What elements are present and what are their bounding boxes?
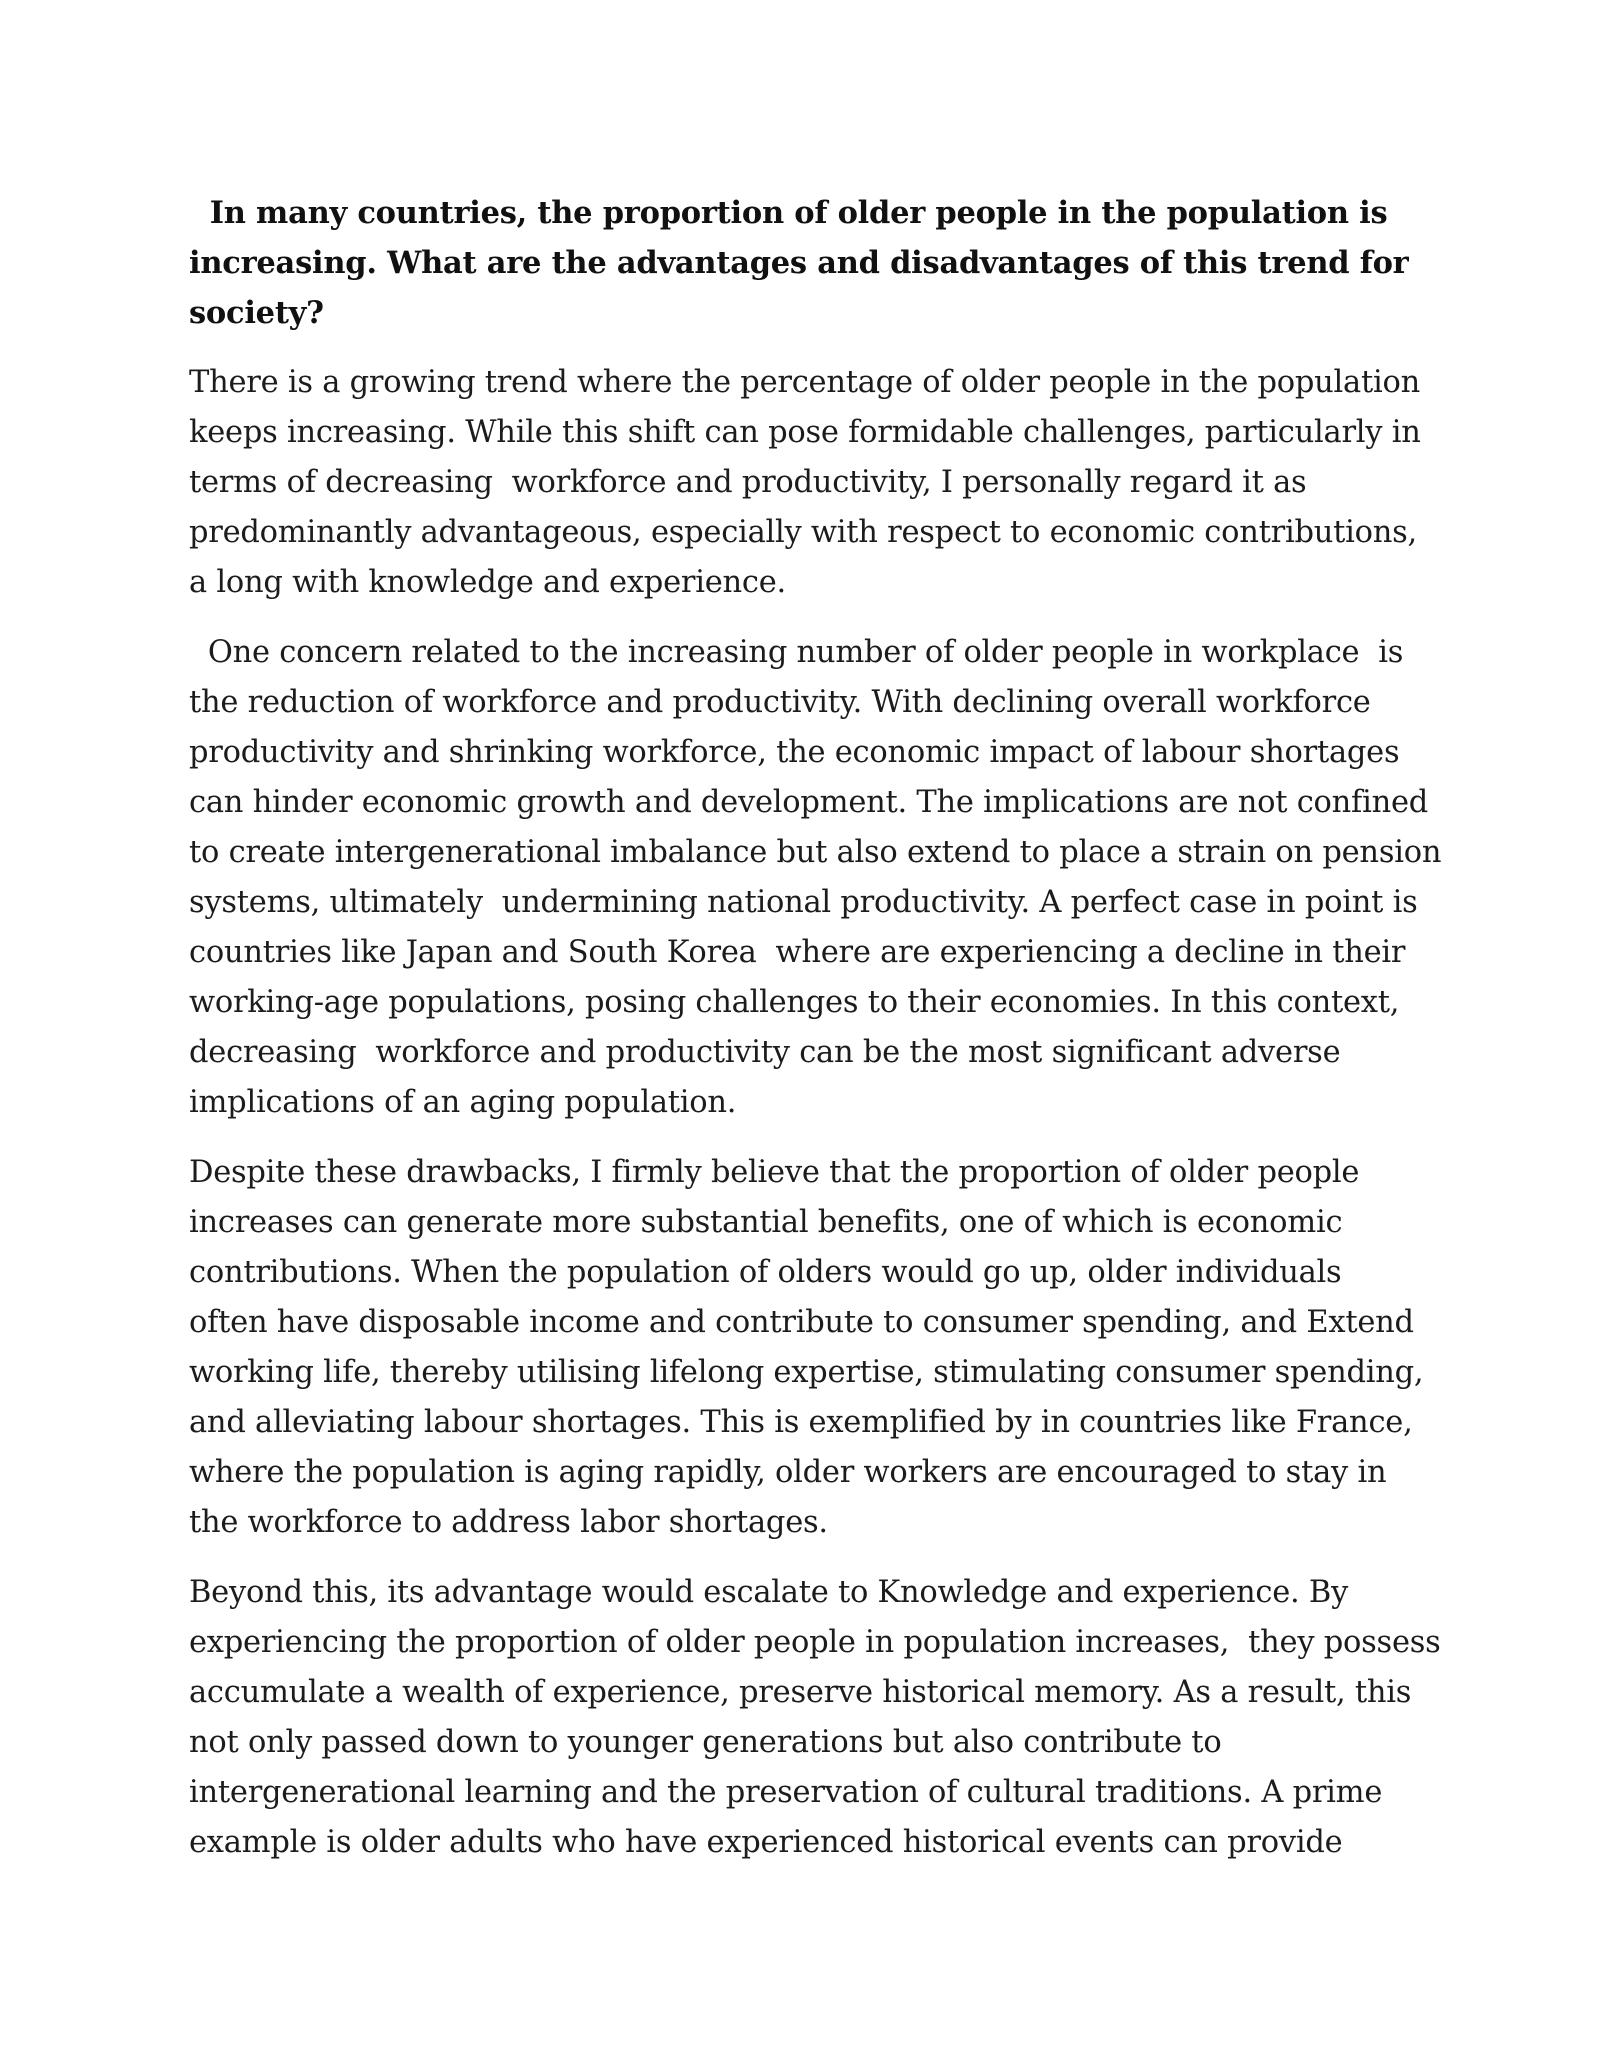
paragraph-line: One concern related to the increasing number of older people in workplace is	[189, 635, 1404, 670]
paragraph-line: systems, ultimately undermining national productivity. A perfect case in point is	[189, 885, 1418, 920]
paragraph-introduction	[189, 358, 1429, 608]
paragraph-line: keeps increasing. While this shift can pose formidable challenges, particularly in	[189, 415, 1421, 450]
paragraph-line: terms of decreasing workforce and productivity, I personally regard it as	[189, 465, 1307, 500]
paragraph-line: intergenerational learning and the preservation of cultural traditions. A prime	[189, 1775, 1383, 1810]
paragraph-line: working life, thereby utilising lifelong expertise, stimulating consumer spending,	[189, 1355, 1424, 1390]
paragraph-line: the reduction of workforce and productivity. With declining overall workforce	[189, 685, 1371, 720]
paragraph-line: countries like Japan and South Korea where are experiencing a decline in their	[189, 935, 1406, 970]
paragraph-line: predominantly advantageous, especially with respect to economic contributions,	[189, 515, 1418, 550]
heading-line: society?	[189, 295, 324, 331]
paragraph-line: to create intergenerational imbalance but also extend to place a strain on pension	[189, 835, 1442, 870]
paragraph-line: the workforce to address labor shortages.	[189, 1505, 828, 1540]
paragraph-line: decreasing workforce and productivity can be the most significant adverse	[189, 1035, 1341, 1070]
paragraph-line: working-age populations, posing challenges to their economies. In this context,	[189, 985, 1400, 1020]
paragraph-line: accumulate a wealth of experience, preserve historical memory. As a result, this	[189, 1675, 1412, 1710]
paragraph-line: can hinder economic growth and development. The implications are not confined	[189, 785, 1429, 820]
paragraph-line: There is a growing trend where the percentage of older people in the population	[189, 365, 1420, 400]
paragraph-line: productivity and shrinking workforce, the economic impact of labour shortages	[189, 735, 1400, 770]
paragraph-line: a long with knowledge and experience.	[189, 565, 786, 600]
heading-line: In many countries, the proportion of older people in the population is	[189, 195, 1388, 231]
paragraph-line: Beyond this, its advantage would escalate to Knowledge and experience. By	[189, 1575, 1349, 1610]
paragraph-line: increases can generate more substantial benefits, one of which is economic	[189, 1205, 1343, 1240]
paragraph-line: implications of an aging population.	[189, 1085, 737, 1120]
paragraph-line: contributions. When the population of olders would go up, older individuals	[189, 1255, 1342, 1290]
paragraph-line: often have disposable income and contribute to consumer spending, and Extend	[189, 1305, 1414, 1340]
paragraph-disadvantages	[189, 628, 1442, 1128]
paragraph-economic-benefits	[189, 1148, 1429, 1548]
paragraph-line: example is older adults who have experienced historical events can provide	[189, 1825, 1343, 1860]
paragraph-line: where the population is aging rapidly, older workers are encouraged to stay in	[189, 1455, 1387, 1490]
paragraph-line: Despite these drawbacks, I firmly believe that the proportion of older people	[189, 1155, 1360, 1190]
paragraph-line: experiencing the proportion of older people in population increases, they possess	[189, 1625, 1441, 1660]
essay-prompt-heading	[189, 188, 1429, 338]
paragraph-knowledge-benefits	[189, 1568, 1441, 1868]
paragraph-line: not only passed down to younger generations but also contribute to	[189, 1725, 1222, 1760]
paragraph-line: and alleviating labour shortages. This is exemplified by in countries like France,	[189, 1405, 1413, 1440]
document-body	[189, 188, 1442, 1868]
heading-line: increasing. What are the advantages and disadvantages of this trend for	[189, 245, 1409, 281]
